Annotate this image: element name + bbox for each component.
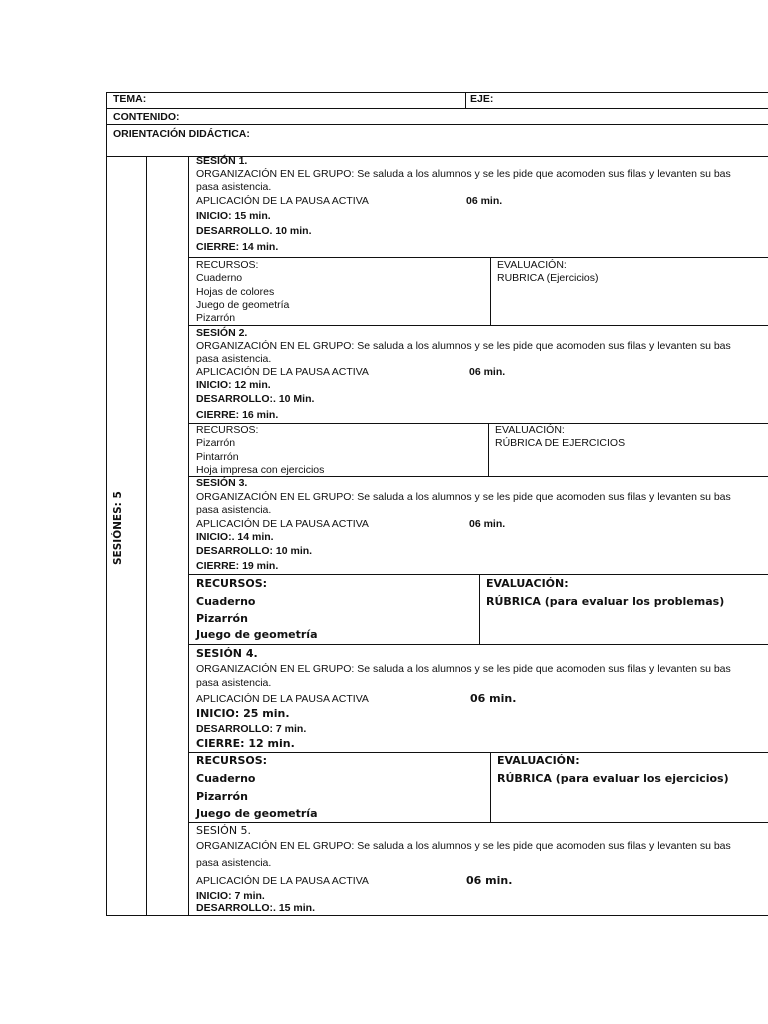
session-attendance: pasa asistencia.	[196, 181, 272, 193]
contenido-label: CONTENIDO:	[113, 111, 180, 123]
evaluacion-value: RUBRICA (Ejercicios)	[497, 272, 599, 284]
recurso-item: Hoja impresa con ejercicios	[196, 464, 325, 476]
table-line	[188, 476, 768, 477]
recurso-item: Pizarrón	[196, 790, 248, 803]
recurso-item: Pizarrón	[196, 312, 236, 324]
recursos-label: RECURSOS:	[196, 577, 268, 590]
session-organization: ORGANIZACIÓN EN EL GRUPO: Se saluda a los alumnos y se les pide que acomoden sus filas y levanten su bas	[196, 663, 731, 675]
evaluacion-label: EVALUACIÓN:	[497, 754, 580, 767]
table-line	[490, 257, 491, 325]
table-line	[106, 915, 768, 916]
session-inicio: INICIO: 15 min.	[196, 210, 271, 222]
session-pausa-label: APLICACIÓN DE LA PAUSA ACTIVA	[196, 875, 369, 887]
session-attendance: pasa asistencia.	[196, 504, 272, 516]
table-line	[488, 423, 489, 476]
recursos-label: RECURSOS:	[196, 754, 268, 767]
session-cierre: CIERRE: 14 min.	[196, 241, 279, 253]
session-cierre: CIERRE: 19 min.	[196, 560, 279, 572]
evaluacion-value: RÚBRICA (para evaluar los ejercicios)	[497, 772, 729, 785]
session-desarrollo: DESARROLLO: 10 min.	[196, 545, 313, 557]
table-line	[188, 156, 189, 916]
session-inicio: INICIO:. 14 min.	[196, 531, 274, 543]
table-line	[188, 822, 768, 823]
session-desarrollo: DESARROLLO:. 10 Min.	[196, 393, 315, 405]
recursos-label: RECURSOS:	[196, 259, 259, 271]
session-inicio: INICIO: 25 min.	[196, 707, 290, 720]
recurso-item: Cuaderno	[196, 772, 256, 785]
table-line	[106, 92, 107, 916]
session-pausa-time: 06 min.	[470, 692, 517, 705]
table-line	[479, 574, 480, 644]
eje-label: EJE:	[470, 93, 494, 105]
session-attendance: pasa asistencia.	[196, 857, 272, 869]
orientacion-label: ORIENTACIÓN DIDÁCTICA:	[113, 128, 250, 140]
session-attendance: pasa asistencia.	[196, 353, 272, 365]
tema-label: TEMA:	[113, 93, 147, 105]
session-pausa-label: APLICACIÓN DE LA PAUSA ACTIVA	[196, 518, 369, 530]
table-line	[490, 752, 491, 822]
session-title: SESIÓN 2.	[196, 327, 248, 339]
recurso-item: Hojas de colores	[196, 286, 275, 298]
session-desarrollo: DESARROLLO. 10 min.	[196, 225, 312, 237]
sesiones-count-label: SESIÓNES: 5	[112, 491, 124, 565]
table-line	[146, 156, 147, 916]
session-pausa-label: APLICACIÓN DE LA PAUSA ACTIVA	[196, 693, 369, 705]
session-organization: ORGANIZACIÓN EN EL GRUPO: Se saluda a los alumnos y se les pide que acomoden sus filas y levanten su bas	[196, 340, 731, 352]
session-pausa-time: 06 min.	[469, 366, 506, 378]
session-title: SESIÓN 3.	[196, 477, 248, 489]
session-cierre: CIERRE: 12 min.	[196, 737, 295, 750]
session-cierre: CIERRE: 16 min.	[196, 409, 279, 421]
table-line	[188, 325, 768, 326]
recurso-item: Juego de geometría	[196, 628, 318, 641]
recurso-item: Juego de geometría	[196, 807, 318, 820]
recursos-label: RECURSOS:	[196, 424, 259, 436]
table-line	[465, 92, 466, 108]
table-line	[106, 92, 768, 93]
evaluacion-label: EVALUACIÓN:	[497, 259, 567, 271]
evaluacion-value: RÚBRICA (para evaluar los problemas)	[486, 595, 725, 608]
recurso-item: Pizarrón	[196, 612, 248, 625]
session-pausa-label: APLICACIÓN DE LA PAUSA ACTIVA	[196, 195, 369, 207]
session-inicio: INICIO: 12 min.	[196, 379, 271, 391]
session-pausa-time: 06 min.	[466, 874, 513, 887]
table-line	[188, 423, 768, 424]
session-pausa-label: APLICACIÓN DE LA PAUSA ACTIVA	[196, 366, 369, 378]
session-desarrollo: DESARROLLO: 7 min.	[196, 723, 307, 735]
table-line	[188, 574, 768, 575]
table-line	[188, 644, 768, 645]
table-line	[106, 108, 768, 109]
session-desarrollo: DESARROLLO:. 15 min.	[196, 902, 316, 914]
evaluacion-label: EVALUACIÓN:	[495, 424, 565, 436]
session-title: SESIÓN 4.	[196, 647, 258, 660]
recurso-item: Juego de geometría	[196, 299, 290, 311]
table-line	[106, 124, 768, 125]
recurso-item: Pizarrón	[196, 437, 236, 449]
session-organization: ORGANIZACIÓN EN EL GRUPO: Se saluda a los alumnos y se les pide que acomoden sus filas y levanten su bas	[196, 168, 731, 180]
session-inicio: INICIO: 7 min.	[196, 890, 265, 902]
session-pausa-time: 06 min.	[469, 518, 506, 530]
recurso-item: Cuaderno	[196, 595, 256, 608]
recurso-item: Cuaderno	[196, 272, 243, 284]
session-pausa-time: 06 min.	[466, 195, 503, 207]
recurso-item: Pintarrón	[196, 451, 239, 463]
session-title: SESIÓN 5.	[196, 824, 252, 837]
session-attendance: pasa asistencia.	[196, 677, 272, 689]
session-organization: ORGANIZACIÓN EN EL GRUPO: Se saluda a los alumnos y se les pide que acomoden sus filas y levanten su bas	[196, 840, 731, 852]
table-line	[188, 257, 768, 258]
session-title: SESIÓN 1.	[196, 155, 248, 167]
session-organization: ORGANIZACIÓN EN EL GRUPO: Se saluda a los alumnos y se les pide que acomoden sus filas y levanten su bas	[196, 491, 731, 503]
table-line	[188, 752, 768, 753]
evaluacion-label: EVALUACIÓN:	[486, 577, 569, 590]
evaluacion-value: RÚBRICA DE EJERCICIOS	[495, 437, 626, 449]
